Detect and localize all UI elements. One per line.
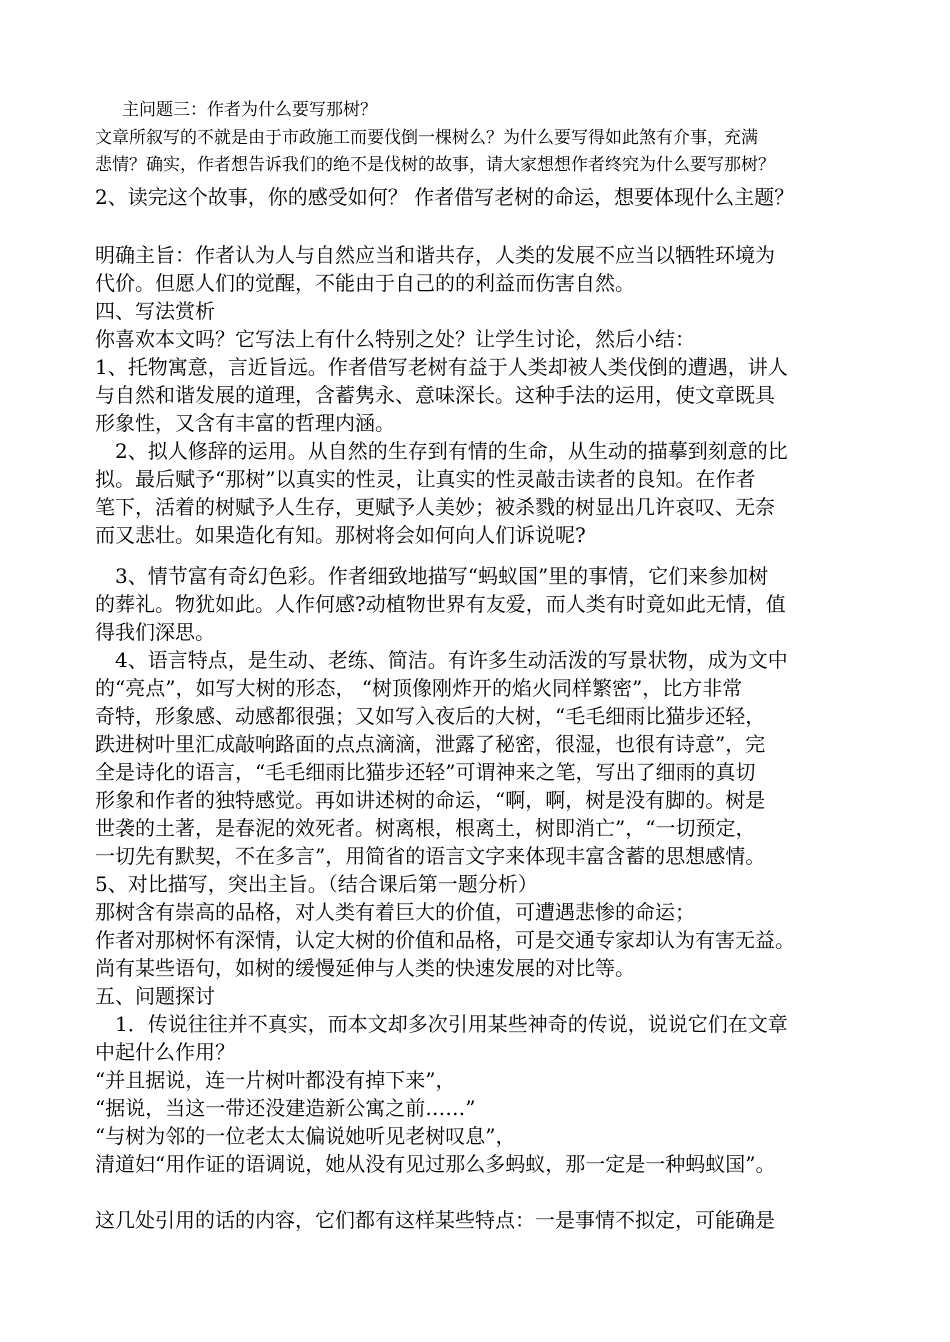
paragraph-line: 那树含有崇高的品格，对人类有着巨大的价值，可遭遇悲惨的命运； <box>95 900 695 924</box>
section-heading: 五、问题探讨 <box>95 984 215 1008</box>
paragraph-line: 而又悲壮。如果造化有知。那树将会如何向人们诉说呢? <box>95 523 586 547</box>
quote-line: 清道妇“用作证的语调说，她从没有见过那么多蚂蚁，那一定是一种蚂蚁国”。 <box>95 1152 776 1176</box>
paragraph-line: 你喜欢本文吗？它写法上有什么特别之处？让学生讨论，然后小结： <box>95 327 695 351</box>
paragraph-line: 拟。最后赋予“那树”以真实的性灵，让真实的性灵敲击读者的良知。在作者 <box>95 467 756 491</box>
paragraph-line: 1．传说往往并不真实，而本文却多次引用某些神奇的传说，说说它们在文章 <box>115 1012 788 1036</box>
paragraph-line: 文章所叙写的不就是由于市政施工而要伐倒一棵树么？为什么要写得如此煞有介事，充满 <box>95 128 758 148</box>
paragraph-line: 4、语言特点，是生动、老练、简洁。有许多生动活泼的写景状物，成为文中 <box>115 648 788 672</box>
paragraph-line: 2、拟人修辞的运用。从自然的生存到有情的生命，从生动的描摹到刻意的比 <box>115 439 788 463</box>
paragraph-line: 明确主旨：作者认为人与自然应当和谐共存，人类的发展不应当以牺牲环境为 <box>95 243 775 267</box>
paragraph-line: 奇特，形象感、动感都很强；又如写入夜后的大树，“毛毛细雨比猫步还轻， <box>95 704 766 728</box>
question-line: 2、读完这个故事，你的感受如何？ 作者借写老树的命运，想要体现什么主题？ <box>95 185 795 209</box>
quote-line: “据说，当这一带还没建造新公寓之前……” <box>95 1096 476 1120</box>
paragraph-line: 跌进树叶里汇成敲响路面的点点滴滴，泄露了秘密，很湿，也很有诗意”，完 <box>95 732 766 756</box>
paragraph-line: 代价。但愿人们的觉醒，不能由于自己的的利益而伤害自然。 <box>95 271 635 295</box>
paragraph-line: 与自然和谐发展的道理，含蓄隽永、意味深长。这种手法的运用，使文章既具 <box>95 383 775 407</box>
paragraph-line: 中起什么作用？ <box>95 1040 235 1064</box>
paragraph-line: 3、情节富有奇幻色彩。作者细致地描写“蚂蚁国”里的事情，它们来参加树 <box>115 564 769 588</box>
paragraph-line: 的“亮点”，如写大树的形态， “树顶像刚炸开的焰火同样繁密”，比方非常 <box>95 676 743 700</box>
paragraph-line: 世袭的土著，是春泥的效死者。树离根，根离土，树即消亡”，“一切预定， <box>95 816 756 840</box>
paragraph-line: 形象性，又含有丰富的哲理内涵。 <box>95 411 395 435</box>
paragraph-line: 悲情？确实，作者想告诉我们的绝不是伐树的故事，请大家想想作者终究为什么要写那树？ <box>95 155 775 175</box>
paragraph-line: 得我们深思。 <box>95 620 215 644</box>
paragraph-line: 一切先有默契，不在多言”，用简省的语言文字来体现丰富含蓄的思想感情。 <box>95 844 766 868</box>
question-heading: 主问题三：作者为什么要写那树？ <box>122 100 377 120</box>
paragraph-line: 5、对比描写，突出主旨。（结合课后第一题分析） <box>95 872 538 896</box>
paragraph-line: 作者对那树怀有深情，认定大树的价值和品格，可是交通专家却认为有害无益。 <box>95 928 795 952</box>
paragraph-line: 这几处引用的话的内容，它们都有这样某些特点：一是事情不拟定，可能确是 <box>95 1208 775 1232</box>
paragraph-line: 1、托物寓意，言近旨远。作者借写老树有益于人类却被人类伐倒的遭遇，讲人 <box>95 355 788 379</box>
paragraph-line: 笔下，活着的树赋予人生存，更赋予人美妙；被杀戮的树显出几许哀叹、无奈 <box>95 495 775 519</box>
paragraph-line: 全是诗化的语言，“毛毛细雨比猫步还轻”可谓神来之笔，写出了细雨的真切 <box>95 760 756 784</box>
paragraph-line: 形象和作者的独特感觉。再如讲述树的命运，“啊，啊，树是没有脚的。树是 <box>95 788 766 812</box>
quote-line: “与树为邻的一位老太太偏说她听见老树叹息”， <box>95 1124 516 1148</box>
paragraph-line: 尚有某些语句，如树的缓慢延伸与人类的快速发展的对比等。 <box>95 956 635 980</box>
quote-line: “并且据说，连一片树叶都没有掉下来”， <box>95 1068 456 1092</box>
paragraph-line: 的葬礼。物犹如此。人作何感?动植物世界有友爱，而人类有时竟如此无情，值 <box>95 592 786 616</box>
section-heading: 四、写法赏析 <box>95 299 215 323</box>
